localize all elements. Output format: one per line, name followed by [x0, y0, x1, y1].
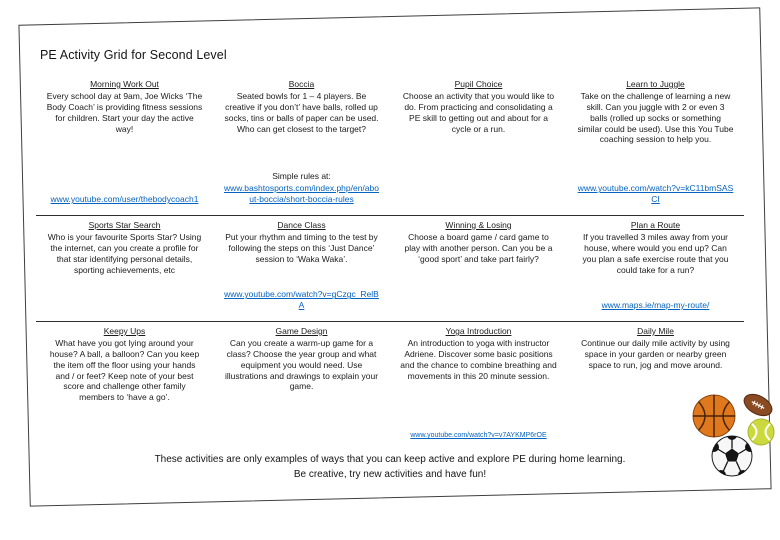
- activity-title: Morning Work Out: [90, 79, 159, 89]
- activity-link-group: [223, 166, 380, 205]
- activity-description: Seated bowls for 1 – 4 players. Be creative if you don’t’ have balls, rolled up socks, tins or balls of paper can be used. Who can get closest to the target?: [224, 90, 379, 134]
- footer-line-1: These activities are only examples of ways that you can keep active and explore PE during home learning.: [154, 454, 626, 465]
- dance-youtube-link[interactable]: www.youtube.com/watch?v=gCzgc_RelBA: [224, 289, 379, 311]
- page-title: PE Activity Grid for Second Level: [40, 48, 227, 62]
- activity-cell-dance-class: [213, 216, 390, 321]
- activity-description: An introduction to yoga with instructor Adriene. Discover some basic positions and the chance to combine breathing and movements in this 20 minute session.: [400, 337, 557, 381]
- basketball-icon: [693, 395, 735, 437]
- activity-description: Continue our daily mile activity by using space in your garden or nearby green space to run, jog and move around.: [581, 337, 730, 370]
- body-coach-youtube-link[interactable]: www.youtube.com/user/thebodycoach1: [50, 194, 199, 205]
- link-caption: Simple rules at:: [272, 171, 331, 182]
- grid-row-3: [36, 321, 744, 451]
- activity-cell-boccia: [213, 75, 390, 215]
- activity-description: What have you got lying around your house? A ball, a balloon? Can you keep the item off the floor using your hands and / or feet? Keep note of your best score and challenge other family members to ‘have a go’.: [49, 337, 200, 403]
- map-my-route-link[interactable]: www.maps.ie/map-my-route/: [601, 300, 710, 311]
- boccia-rules-link[interactable]: www.bashtosports.com/index.php/en/about-boccia/short-boccia-rules: [224, 183, 379, 205]
- activity-cell-sports-star-search: [36, 216, 213, 321]
- activity-link-group: [46, 189, 203, 205]
- activity-title: Daily Mile: [637, 326, 674, 336]
- activity-title: Learn to Juggle: [626, 79, 685, 89]
- activity-cell-learn-to-juggle: [567, 75, 744, 215]
- activity-cell-plan-a-route: [567, 216, 744, 321]
- activity-grid: [36, 75, 744, 451]
- activity-title: Sports Star Search: [88, 220, 161, 230]
- activity-description: Who is your favourite Sports Star? Using the internet, can you create a profile for that star identifying personal details, sporting achievements, etc: [47, 231, 202, 275]
- activity-link-group: [577, 295, 734, 311]
- activity-cell-pupil-choice: [390, 75, 567, 215]
- activity-cell-winning-and-losing: [390, 216, 567, 321]
- activity-description: Take on the challenge of learning a new skill. Can you juggle with 2 or even 3 balls (rolled up socks or something similar could be used). Use this You Tube coaching session to help you.: [577, 90, 734, 145]
- activity-cell-morning-work-out: [36, 75, 213, 215]
- footer-note: [0, 452, 780, 482]
- juggle-youtube-link[interactable]: www.youtube.com/watch?v=kC11bmSASCI: [577, 183, 734, 205]
- activity-description: Can you create a warm-up game for a class? Choose the year group and what equipment you would need. Use illustrations and drawings to explain your game.: [224, 337, 379, 392]
- activity-link-group: [577, 178, 734, 205]
- activity-link-group: [400, 427, 557, 441]
- activity-title: Dance Class: [277, 220, 326, 230]
- activity-title: Game Design: [275, 326, 328, 336]
- sports-balls-illustration: [688, 390, 780, 482]
- activity-title: Pupil Choice: [454, 79, 503, 89]
- activity-cell-keepy-ups: [36, 322, 213, 451]
- activity-description: Choose an activity that you would like to do. From practicing and consolidating a PE skill to getting out and about for a cycle or a run.: [402, 90, 555, 134]
- activity-title: Keepy Ups: [103, 326, 146, 336]
- activity-title: Plan a Route: [630, 220, 681, 230]
- activity-description: Choose a board game / card game to play with another person. Can you be a ‘good sport’ and take part fairly?: [404, 231, 553, 264]
- activity-description: Put your rhythm and timing to the test by following the steps on this ‘Just Dance’ session to ‘Waka Waka’.: [225, 231, 378, 264]
- activity-description: If you travelled 3 miles away from your house, where would you end up? Can you plan a safe exercise route that you could take for a run?: [582, 231, 729, 275]
- activity-title: Boccia: [288, 79, 315, 89]
- activity-description: Every school day at 9am, Joe Wicks ‘The Body Coach’ is providing fitness sessions for children. Start your day the active way!: [46, 90, 203, 134]
- activity-cell-yoga-introduction: [390, 322, 567, 451]
- grid-row-2: [36, 215, 744, 321]
- activity-title: Winning & Losing: [445, 220, 512, 230]
- grid-row-1: [36, 75, 744, 215]
- soccer-ball-icon: [709, 430, 755, 480]
- yoga-youtube-link[interactable]: www.youtube.com/watch?v=v7AYKMP6rOE: [410, 432, 547, 440]
- tennis-ball-icon: [748, 419, 774, 445]
- activity-link-group: [223, 284, 380, 311]
- activity-cell-game-design: [213, 322, 390, 451]
- activity-title: Yoga Introduction: [445, 326, 512, 336]
- american-football-icon: [741, 390, 776, 420]
- footer-line-2: Be creative, try new activities and have fun!: [293, 469, 487, 480]
